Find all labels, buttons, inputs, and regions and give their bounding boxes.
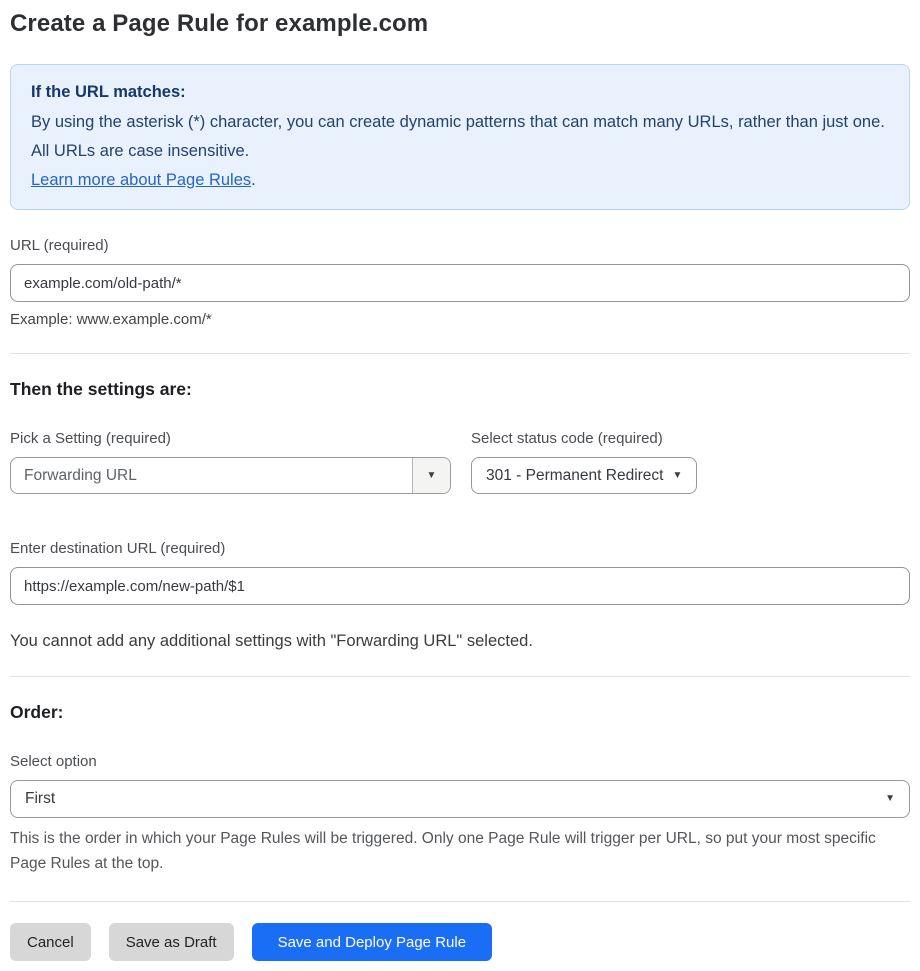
- info-box-body: [31, 108, 889, 195]
- cancel-button[interactable]: Cancel: [10, 923, 91, 961]
- info-box-heading: If the URL matches:: [31, 83, 186, 101]
- order-dropdown-value: First: [25, 790, 56, 807]
- order-helper-text: This is the order in which your Page Rules will be triggered. Only one Page Rule will trigger per URL, so put your most specific Page Rules at the top.: [10, 830, 876, 872]
- destination-url-label: Enter destination URL (required): [10, 540, 226, 557]
- status-code-dropdown[interactable]: [471, 457, 697, 494]
- status-code-label: Select status code (required): [471, 430, 663, 447]
- setting-dropdown-arrow-button[interactable]: [412, 458, 450, 493]
- order-dropdown[interactable]: [10, 780, 910, 818]
- url-match-info-box: [10, 64, 910, 210]
- actions-row: [10, 923, 910, 961]
- save-and-deploy-button[interactable]: Save and Deploy Page Rule: [252, 923, 492, 961]
- link-period: .: [251, 171, 256, 189]
- learn-more-link[interactable]: Learn more about Page Rules: [31, 171, 252, 189]
- setting-dropdown-value: Forwarding URL: [24, 466, 137, 484]
- info-box-body-text: By using the asterisk (*) character, you can create dynamic patterns that can match many URLs, rather than just one. All URLs are case insensitive.: [31, 113, 885, 160]
- divider: [10, 353, 910, 354]
- chevron-down-icon: ▼: [426, 469, 437, 481]
- chevron-down-icon: ▼: [672, 469, 683, 481]
- save-as-draft-button[interactable]: Save as Draft: [109, 923, 234, 961]
- status-code-column: [471, 430, 697, 494]
- url-example-helper: Example: www.example.com/*: [10, 311, 212, 328]
- pick-setting-label: Pick a Setting (required): [10, 430, 171, 447]
- url-input[interactable]: [10, 264, 910, 302]
- forwarding-url-note: You cannot add any additional settings with "Forwarding URL" selected.: [10, 632, 533, 650]
- setting-dropdown[interactable]: [10, 457, 451, 494]
- settings-section-heading: Then the settings are:: [10, 379, 192, 399]
- order-section-heading: Order:: [10, 702, 64, 722]
- pick-setting-column: [10, 430, 451, 494]
- settings-row: [10, 430, 910, 494]
- chevron-down-icon: ▼: [885, 793, 895, 804]
- divider: [10, 901, 910, 902]
- destination-url-input[interactable]: [10, 567, 910, 605]
- order-select-label: Select option: [10, 753, 97, 770]
- url-field-label: URL (required): [10, 237, 109, 254]
- status-code-value: 301 - Permanent Redirect: [486, 466, 664, 484]
- page-title: Create a Page Rule for example.com: [10, 10, 429, 37]
- divider: [10, 676, 910, 677]
